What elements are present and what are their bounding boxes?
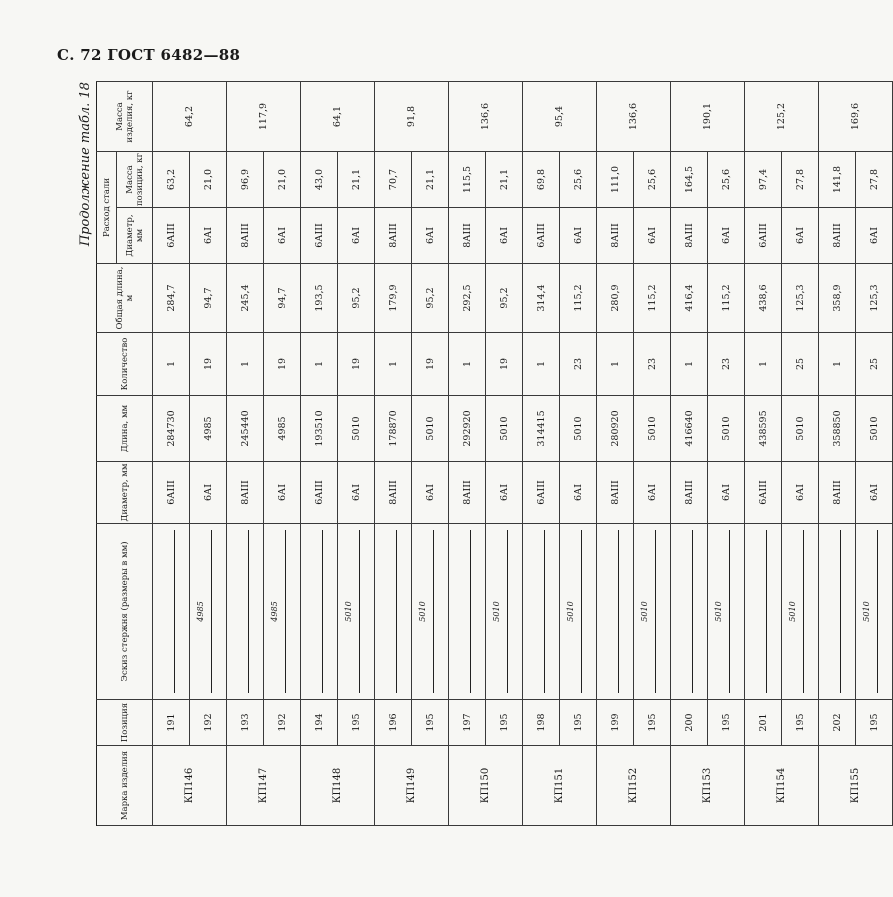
rod-sketch [856,524,893,700]
rod-quantity: 23 [560,333,597,396]
table-continuation-label: Продолжение табл. 18 [78,82,93,247]
steel-position-mass: 21,0 [264,152,301,208]
product-mass: 125,2 [745,82,819,152]
col-header-product-mass: Масса изделия, кг [97,82,153,152]
rod-quantity: 25 [856,333,893,396]
rod-sketch [190,524,227,700]
rod-length: 416640 [671,396,708,462]
rod-sketch [338,524,375,700]
rod-sketch [301,524,338,700]
rod-diameter: 8АIII [227,462,264,524]
total-length: 94,7 [190,264,227,333]
position-number: 200 [671,700,708,746]
table-row [634,82,671,826]
rod-diameter: 6АI [634,462,671,524]
position-number: 201 [745,700,782,746]
rod-quantity: 1 [523,333,560,396]
rod-line [285,530,286,693]
table-row [708,82,745,826]
table-row [671,82,708,826]
steel-diameter: 6АI [264,208,301,264]
total-length: 115,2 [560,264,597,333]
total-length: 115,2 [634,264,671,333]
total-length: 245,4 [227,264,264,333]
rod-sketch-drawing [635,524,669,699]
product-mass: 136,6 [597,82,671,152]
steel-position-mass: 27,8 [856,152,893,208]
rod-sketch-drawing [524,524,558,699]
rod-quantity: 25 [782,333,819,396]
rod-line [877,530,878,693]
rod-sketch [745,524,782,700]
total-length: 179,9 [375,264,412,333]
rod-length: 284730 [153,396,190,462]
total-length: 95,2 [486,264,523,333]
rod-sketch-drawing [598,524,632,699]
position-number: 195 [338,700,375,746]
position-number: 192 [264,700,301,746]
rod-line [729,530,730,693]
table-body [153,82,893,826]
steel-position-mass: 25,6 [560,152,597,208]
table-row [597,82,634,826]
table-row [523,82,560,826]
product-mass: 136,6 [449,82,523,152]
position-number: 195 [560,700,597,746]
rod-quantity: 1 [597,333,634,396]
table-row [301,82,338,826]
steel-position-mass: 21,1 [338,152,375,208]
rod-quantity: 19 [486,333,523,396]
product-mark: КП151 [523,746,597,826]
product-mass: 64,1 [301,82,375,152]
rod-quantity: 1 [449,333,486,396]
rod-length: 5010 [782,396,819,462]
product-mark: КП149 [375,746,449,826]
steel-diameter: 8АIII [597,208,634,264]
product-mark: КП154 [745,746,819,826]
steel-position-mass: 96,9 [227,152,264,208]
total-length: 284,7 [153,264,190,333]
product-mass: 169,6 [819,82,893,152]
table-row [449,82,486,826]
steel-diameter: 8АIII [819,208,856,264]
rod-line [470,530,471,693]
rod-length: 193510 [301,396,338,462]
table-row [190,82,227,826]
col-header-mark: Марка изделия [97,746,153,826]
table-row [375,82,412,826]
rod-line [692,530,693,693]
rod-sketch-drawing [265,524,299,699]
rod-sketch [449,524,486,700]
rod-length: 314415 [523,396,560,462]
product-mass: 190,1 [671,82,745,152]
steel-position-mass: 21,0 [190,152,227,208]
rod-sketch-drawing [783,524,817,699]
rod-line [174,530,175,693]
total-length: 292,5 [449,264,486,333]
col-header-steel-group: Расход стали [97,152,117,264]
rod-sketch-drawing [820,524,854,699]
col-header-quantity: Количество [97,333,153,396]
rod-dimension-label: 5010 [418,601,427,622]
rod-length: 245440 [227,396,264,462]
rod-diameter: 6АI [412,462,449,524]
rod-diameter: 6АIII [301,462,338,524]
rod-diameter: 8АIII [449,462,486,524]
product-mark: КП153 [671,746,745,826]
rod-length: 5010 [412,396,449,462]
page-header: С. 72 ГОСТ 6482—88 [57,46,241,64]
steel-diameter: 6АIII [153,208,190,264]
rod-dimension-label: 5010 [344,601,353,622]
rod-quantity: 23 [634,333,671,396]
rod-sketch [671,524,708,700]
rod-line [655,530,656,693]
total-length: 193,5 [301,264,338,333]
steel-position-mass: 69,8 [523,152,560,208]
rod-length: 5010 [486,396,523,462]
rotated-table-area [78,82,880,826]
steel-diameter: 6АIII [301,208,338,264]
position-number: 202 [819,700,856,746]
total-length: 416,4 [671,264,708,333]
rod-diameter: 6АI [782,462,819,524]
rod-length: 5010 [634,396,671,462]
steel-diameter: 8АIII [671,208,708,264]
steel-diameter: 6АI [338,208,375,264]
table-row [782,82,819,826]
product-mark: КП147 [227,746,301,826]
rod-sketch [597,524,634,700]
steel-diameter: 6АI [560,208,597,264]
product-mark: КП148 [301,746,375,826]
rod-quantity: 1 [227,333,264,396]
rod-sketch-drawing [709,524,743,699]
steel-diameter: 6АI [634,208,671,264]
rod-dimension-label: 5010 [566,601,575,622]
col-header-steel-diameter: Диаметр, мм [117,208,153,264]
rod-diameter: 8АIII [597,462,634,524]
total-length: 115,2 [708,264,745,333]
steel-diameter: 6АI [412,208,449,264]
position-number: 194 [301,700,338,746]
table-row [338,82,375,826]
total-length: 358,9 [819,264,856,333]
rod-quantity: 1 [819,333,856,396]
rod-diameter: 8АIII [375,462,412,524]
rod-quantity: 1 [153,333,190,396]
rod-quantity: 1 [745,333,782,396]
steel-position-mass: 21,1 [412,152,449,208]
rod-sketch [782,524,819,700]
rod-length: 4985 [190,396,227,462]
position-number: 195 [412,700,449,746]
position-number: 195 [856,700,893,746]
total-length: 95,2 [412,264,449,333]
rod-sketch-drawing [339,524,373,699]
product-mass: 64,2 [153,82,227,152]
table-row [745,82,782,826]
steel-diameter: 8АIII [449,208,486,264]
rod-diameter: 6АI [264,462,301,524]
steel-diameter: 6АI [782,208,819,264]
table-row [856,82,893,826]
col-header-position: Позиция [97,700,153,746]
rod-sketch [412,524,449,700]
rod-quantity: 1 [301,333,338,396]
table-row [227,82,264,826]
col-header-total-length: Общая длина, м [97,264,153,333]
position-number: 199 [597,700,634,746]
rod-dimension-label: 4985 [196,601,205,622]
position-number: 191 [153,700,190,746]
rod-length: 292920 [449,396,486,462]
rod-quantity: 19 [190,333,227,396]
total-length: 438,6 [745,264,782,333]
rod-line [581,530,582,693]
steel-position-mass: 97,4 [745,152,782,208]
rod-sketch-drawing [228,524,262,699]
position-number: 193 [227,700,264,746]
rod-diameter: 6АI [560,462,597,524]
rod-quantity: 19 [412,333,449,396]
col-header-diameter: Диаметр, мм [97,462,153,524]
rod-line [766,530,767,693]
steel-diameter: 8АIII [375,208,412,264]
rod-length: 280920 [597,396,634,462]
rod-dimension-label: 5010 [640,601,649,622]
rod-line [507,530,508,693]
rod-sketch [523,524,560,700]
steel-position-mass: 63,2 [153,152,190,208]
steel-position-mass: 27,8 [782,152,819,208]
rod-sketch [486,524,523,700]
steel-diameter: 6АIII [523,208,560,264]
steel-diameter: 6АI [708,208,745,264]
steel-position-mass: 25,6 [634,152,671,208]
rod-quantity: 19 [264,333,301,396]
col-header-steel-mass: Масса позиции, кг [117,152,153,208]
reinforcement-spec-table [96,81,893,826]
rod-diameter: 6АIII [523,462,560,524]
total-length: 94,7 [264,264,301,333]
steel-position-mass: 141,8 [819,152,856,208]
rod-sketch-drawing [191,524,225,699]
rod-sketch-drawing [450,524,484,699]
position-number: 195 [708,700,745,746]
rod-diameter: 6АIII [745,462,782,524]
rod-diameter: 6АI [708,462,745,524]
col-header-length: Длина, мм [97,396,153,462]
rod-sketch-drawing [672,524,706,699]
rod-sketch [819,524,856,700]
table-row [264,82,301,826]
position-number: 197 [449,700,486,746]
rod-line [544,530,545,693]
rod-length: 358850 [819,396,856,462]
position-number: 192 [190,700,227,746]
rod-length: 178870 [375,396,412,462]
rod-line [322,530,323,693]
rod-line [840,530,841,693]
steel-position-mass: 25,6 [708,152,745,208]
position-number: 196 [375,700,412,746]
rod-sketch-drawing [857,524,891,699]
table-row [153,82,190,826]
rod-quantity: 19 [338,333,375,396]
rod-diameter: 6АI [486,462,523,524]
total-length: 125,3 [782,264,819,333]
steel-diameter: 6АI [486,208,523,264]
rod-sketch [227,524,264,700]
rod-length: 5010 [708,396,745,462]
rod-length: 5010 [560,396,597,462]
rod-line [359,530,360,693]
steel-position-mass: 111,0 [597,152,634,208]
rod-line [396,530,397,693]
total-length: 280,9 [597,264,634,333]
rod-quantity: 1 [375,333,412,396]
steel-position-mass: 70,7 [375,152,412,208]
rod-dimension-label: 4985 [270,601,279,622]
rod-length: 5010 [338,396,375,462]
table-row [819,82,856,826]
rod-diameter: 6АI [190,462,227,524]
product-mass: 117,9 [227,82,301,152]
rod-sketch [560,524,597,700]
product-mark: КП146 [153,746,227,826]
rod-dimension-label: 5010 [862,601,871,622]
rod-line [211,530,212,693]
steel-position-mass: 115,5 [449,152,486,208]
total-length: 314,4 [523,264,560,333]
steel-diameter: 6АIII [745,208,782,264]
rod-sketch-drawing [746,524,780,699]
rod-sketch-drawing [154,524,188,699]
rod-dimension-label: 5010 [714,601,723,622]
product-mass: 91,8 [375,82,449,152]
rod-sketch-drawing [413,524,447,699]
rod-dimension-label: 5010 [492,601,501,622]
rod-quantity: 23 [708,333,745,396]
rod-line [803,530,804,693]
rod-line [618,530,619,693]
rod-sketch [708,524,745,700]
total-length: 95,2 [338,264,375,333]
rod-diameter: 6АI [338,462,375,524]
product-mark: КП152 [597,746,671,826]
rod-length: 438595 [745,396,782,462]
rod-sketch-drawing [487,524,521,699]
rod-diameter: 8АIII [671,462,708,524]
steel-diameter: 6АI [856,208,893,264]
product-mark: КП150 [449,746,523,826]
rod-sketch [375,524,412,700]
rod-line [248,530,249,693]
table-row [560,82,597,826]
rod-quantity: 1 [671,333,708,396]
steel-position-mass: 21,1 [486,152,523,208]
rod-sketch [153,524,190,700]
steel-diameter: 8АIII [227,208,264,264]
rod-sketch-drawing [376,524,410,699]
rod-length: 5010 [856,396,893,462]
rod-sketch [634,524,671,700]
rod-diameter: 6АIII [153,462,190,524]
position-number: 195 [634,700,671,746]
rod-dimension-label: 5010 [788,601,797,622]
col-header-sketch: Эскиз стержня (размеры в мм) [97,524,153,700]
rod-diameter: 6АI [856,462,893,524]
table-row [486,82,523,826]
position-number: 195 [782,700,819,746]
rod-length: 4985 [264,396,301,462]
steel-position-mass: 164,5 [671,152,708,208]
product-mark: КП155 [819,746,893,826]
table-row [412,82,449,826]
rod-sketch-drawing [561,524,595,699]
position-number: 195 [486,700,523,746]
product-mass: 95,4 [523,82,597,152]
steel-position-mass: 43,0 [301,152,338,208]
rod-diameter: 8АIII [819,462,856,524]
total-length: 125,3 [856,264,893,333]
position-number: 198 [523,700,560,746]
steel-diameter: 6АI [190,208,227,264]
rod-line [433,530,434,693]
rod-sketch [264,524,301,700]
rod-sketch-drawing [302,524,336,699]
